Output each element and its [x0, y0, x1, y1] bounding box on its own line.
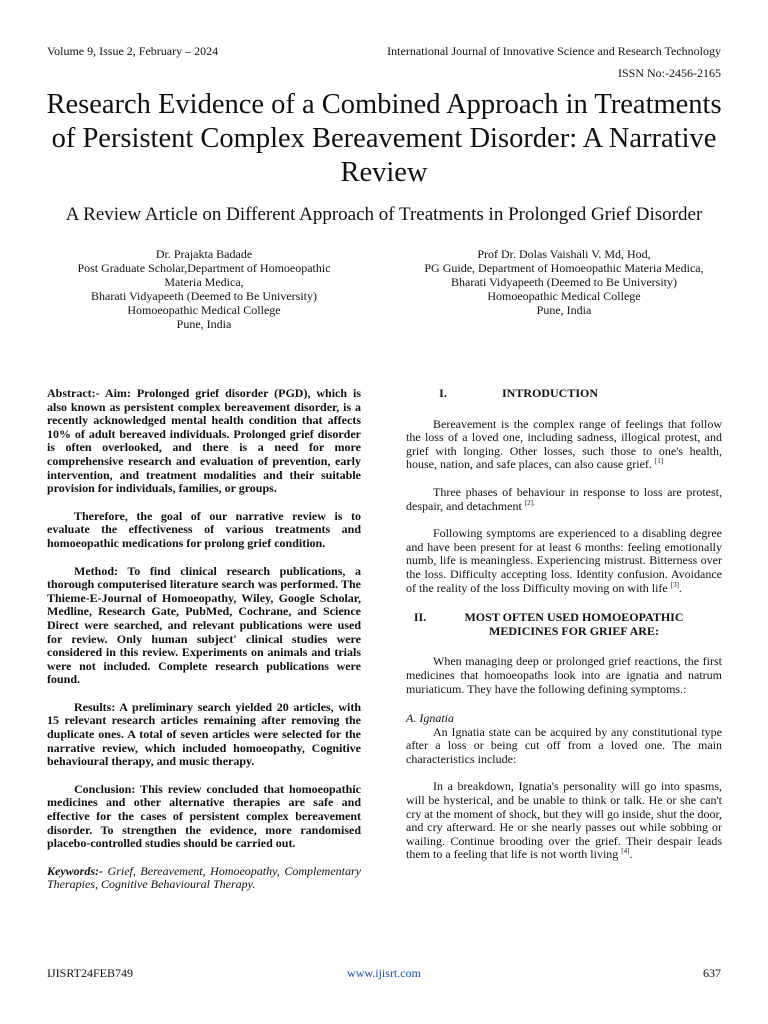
body-paragraph	[406, 527, 722, 595]
citation: [1]	[654, 457, 664, 466]
body-text: Following symptoms are experienced to a disabling degree and have been present for at least 6 months: feeling emotionally numb, life is meaningless. Experiencing mistrust. Bitterness over the loss. Difficulty accepting loss. Identity confusion. Avoidance of the reality of the loss Difficulty moving on with life	[406, 526, 722, 595]
paper-title: Research Evidence of a Combined Approach in Treatments of Persistent Complex Bereavement Disorder: A Narrative Review	[46, 89, 722, 188]
keywords-label: Keywords:-	[47, 863, 103, 878]
section-title: MOST OFTEN USED HOMOEOPATHIC MEDICINES FOR GRIEF ARE:	[464, 610, 684, 638]
footer-code: IJISRT24FEB749	[47, 966, 133, 980]
header-volume: Volume 9, Issue 2, February – 2024	[47, 44, 219, 58]
citation: [4]	[621, 847, 630, 856]
author-2-line: Pune, India	[536, 303, 592, 317]
footer-page-number: 637	[703, 966, 721, 980]
author-1-line: Homoeopathic Medical College	[127, 303, 281, 317]
section-number: I.	[439, 386, 447, 400]
body-text: Bereavement is the complex range of feelings that follow the loss of a loved one, including sadness, illogical protest, and grief with longing. Other losses, such those to one's health, house, nation, and safe places, can also cause grief.	[406, 416, 722, 472]
author-block-1	[47, 247, 361, 331]
citation: [2].	[524, 498, 535, 507]
author-block-2	[405, 247, 723, 317]
subsection-heading: A. Ignatia	[406, 711, 454, 726]
abstract-paragraph: Abstract:- Aim: Prolonged grief disorder (PGD), which is also known as persistent complex bereavement disorder, is a recently acknowledged mental health condition that affects 10% of adult bereaved individuals. Prolonged grief disorder is often overlooked, and there is a need for more comprehensive research and evaluation of prevention, early intervention, and treatment modalities and their suitable provision for individuals, families, or groups.	[47, 386, 361, 496]
footer-url-wrap	[0, 966, 768, 981]
section-number: II.	[413, 610, 427, 625]
author-1-line: Bharati Vidyapeeth (Deemed to Be University)	[91, 289, 317, 303]
author-1-line: Post Graduate Scholar,Department of Homoeopathic	[77, 261, 331, 275]
body-column	[406, 387, 722, 862]
punctuation: .	[629, 847, 633, 862]
footer-url-link[interactable]: www.ijisrt.com	[347, 966, 421, 980]
body-text: Three phases of behaviour in response to loss are protest, despair, and detachment	[406, 484, 722, 513]
author-1-line: Materia Medica,	[164, 275, 244, 289]
abstract-column	[47, 387, 361, 892]
abstract-paragraph: Therefore, the goal of our narrative review is to evaluate the effectiveness of various treatments and homoeopathic medications for prolong grief condition.	[47, 508, 361, 550]
body-paragraph: An Ignatia state can be acquired by any constitutional type after a loss or being cut off from a loved one. The main characteristics include:	[406, 724, 722, 766]
header-journal: International Journal of Innovative Science and Research Technology	[387, 44, 721, 58]
body-paragraph	[406, 780, 722, 862]
section-heading	[406, 611, 722, 638]
keywords	[47, 865, 361, 892]
body-paragraph	[406, 486, 722, 513]
section-title: INTRODUCTION	[502, 386, 599, 400]
punctuation: .	[678, 580, 682, 595]
header-issn: ISSN No:-2456-2165	[617, 66, 721, 80]
author-2-line: Prof Dr. Dolas Vaishali V. Md, Hod,	[477, 247, 651, 261]
body-paragraph	[406, 418, 722, 472]
paper-subtitle: A Review Article on Different Approach of Treatments in Prolonged Grief Disorder	[65, 204, 703, 225]
body-text: In a breakdown, Ignatia's personality will go into spasms, will be hysterical, and be unable to think or talk. He or she can't cry at the moment of shock, but they will go inside, shut the door, and cry afterward. He or she nearly passes out while sobbing or wailing. Continue brooding over the grief. Their despair leads them to a feeling that life is not worth living	[406, 779, 722, 862]
abstract-paragraph: Method: To find clinical research publications, a thorough computerised literature search was performed. The Thieme-E-Journal of Homoeopathy, Wiley, Google Scholar, Medline, Research Gate, PubMed, Cochrane, and Science Direct were searched, and relevant publications were used for review. Only human subject' clinical studies were considered in this review. Experiments on animals and trials were not included. Complete research publications were found.	[47, 563, 361, 687]
body-paragraph: When managing deep or prolonged grief reactions, the first medicines that homoeopaths look into are ignatia and natrum muriaticum. They have the following defining symptoms.:	[406, 654, 722, 696]
keywords-text: Grief, Bereavement, Homoeopathy, Complementary Therapies, Cognitive Behavioural Therapy.	[47, 863, 361, 892]
abstract-paragraph: Results: A preliminary search yielded 20 articles, with 15 relevant research articles remaining after removing the duplicate ones. A total of seven articles were selected for the narrative review, which included homoeopathy, Cognitive behavioural therapy, and music therapy.	[47, 699, 361, 769]
section-heading	[406, 387, 722, 401]
author-1-line: Dr. Prajakta Badade	[155, 247, 253, 261]
abstract-paragraph: Conclusion: This review concluded that homoeopathic medicines and other alternative therapies are safe and effective for the cases of persistent complex bereavement disorder. To strengthen the evidence, more randomised placebo-controlled studies should be carried out.	[47, 781, 361, 851]
author-2-line: Homoeopathic Medical College	[487, 289, 641, 303]
author-2-line: Bharati Vidyapeeth (Deemed to Be University)	[451, 275, 677, 289]
citation: [3]	[670, 580, 679, 589]
author-2-line: PG Guide, Department of Homoeopathic Materia Medica,	[424, 261, 704, 275]
author-1-line: Pune, India	[176, 317, 232, 331]
